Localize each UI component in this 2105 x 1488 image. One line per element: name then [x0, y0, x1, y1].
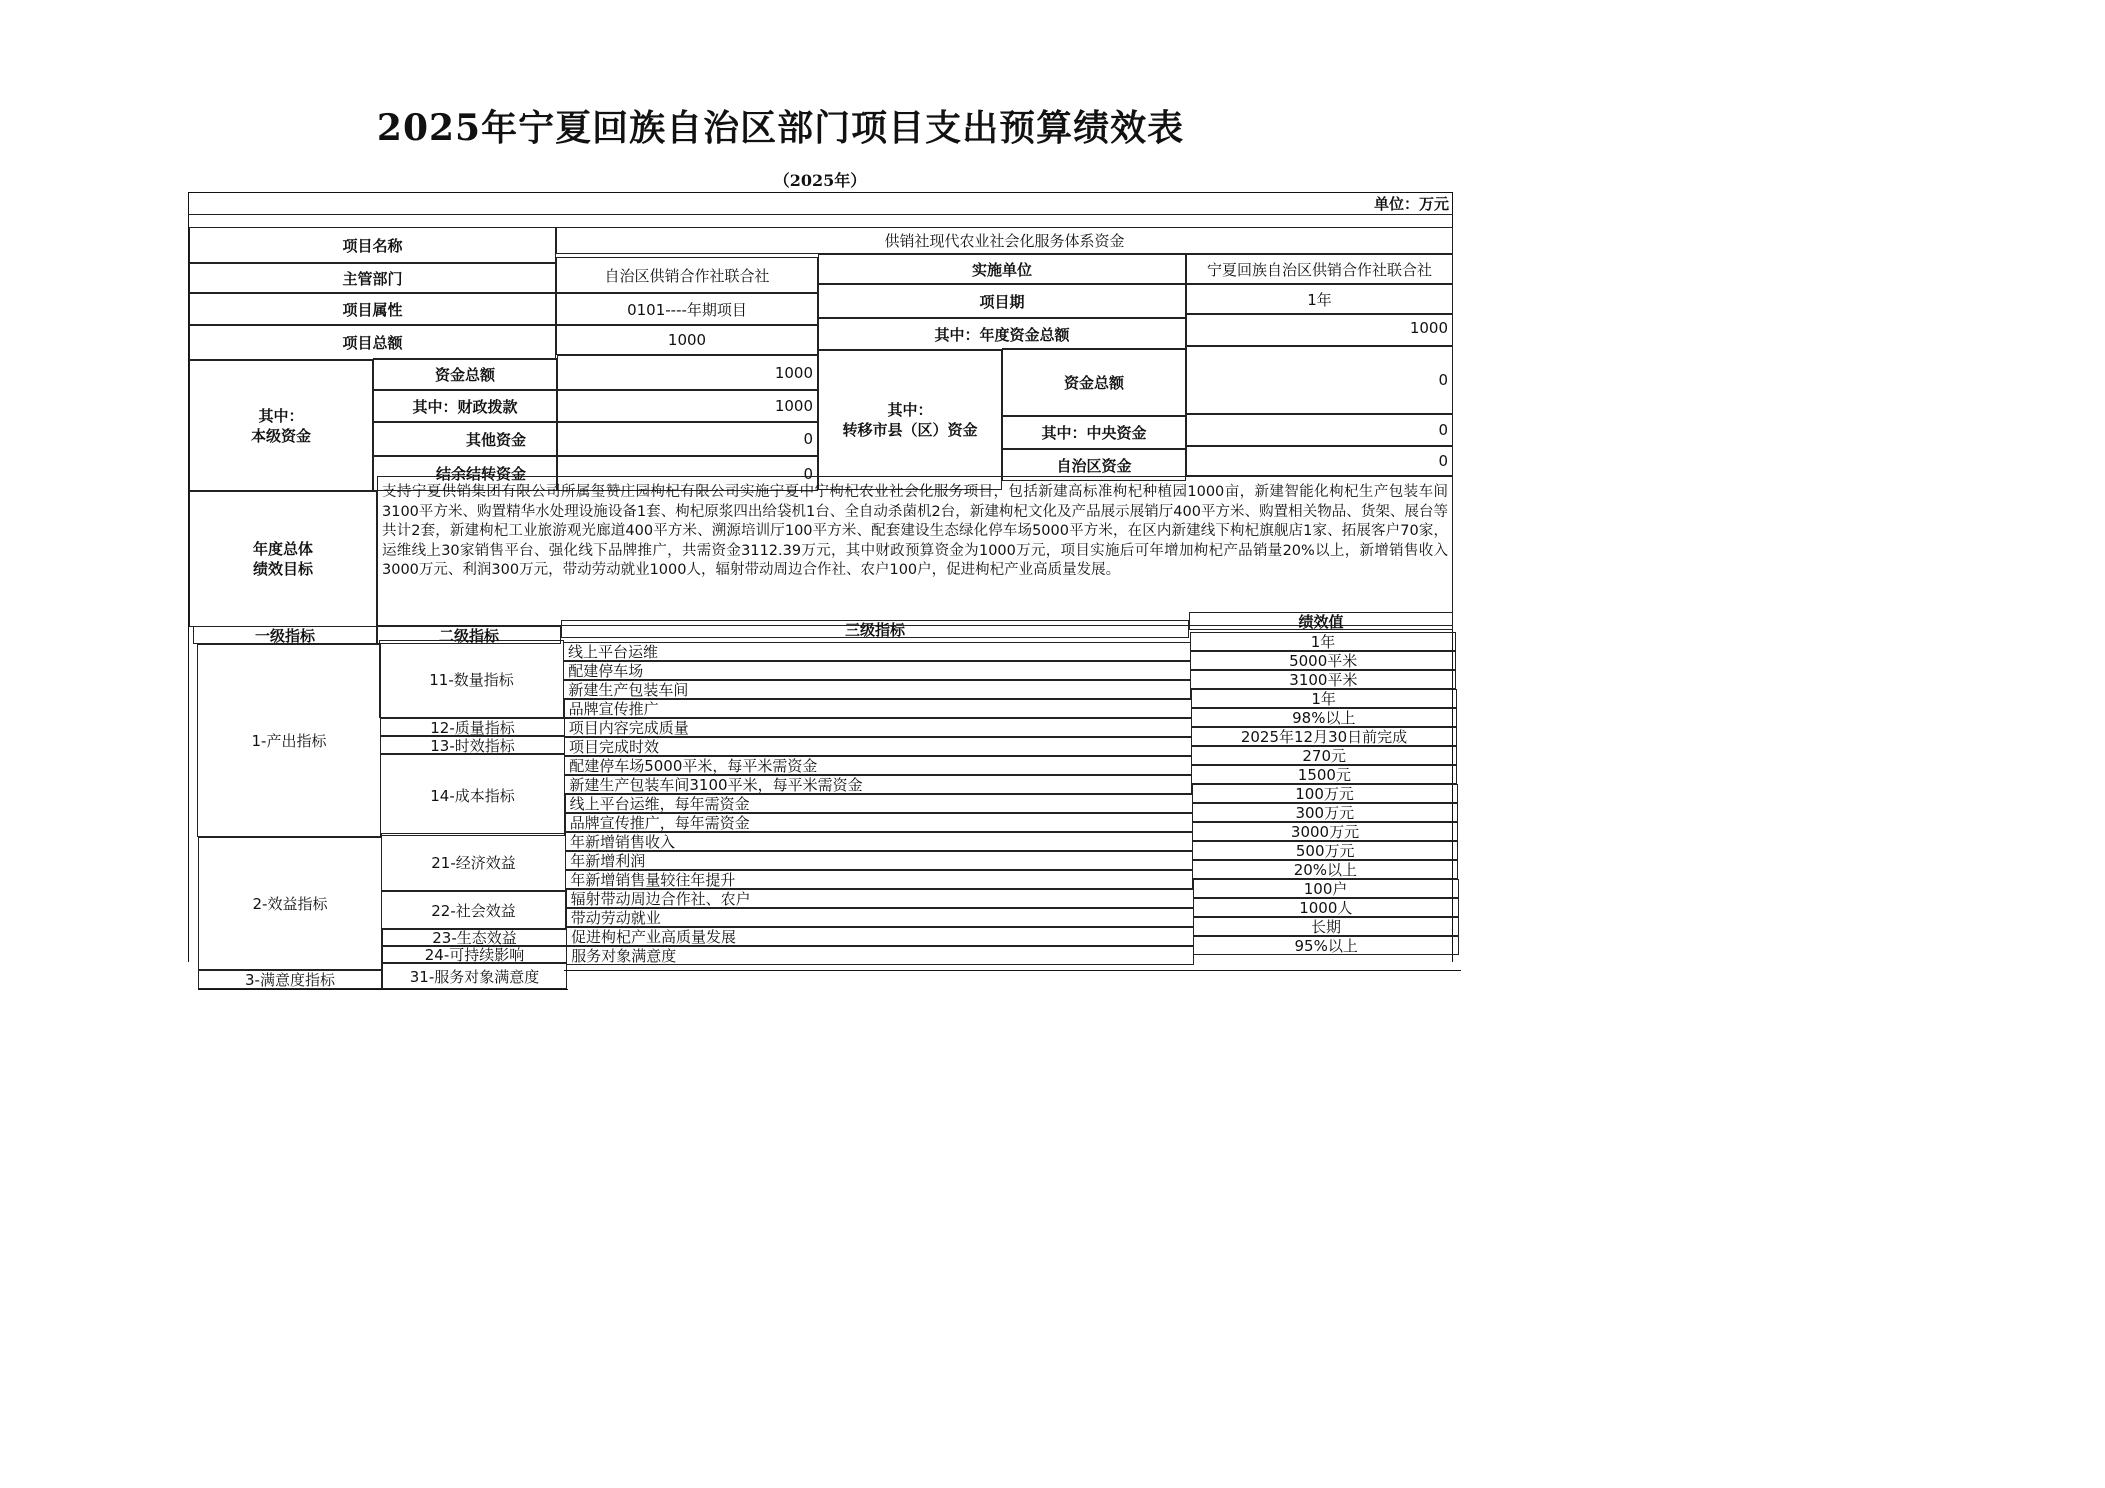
total-value: 1000 [556, 325, 818, 355]
page-title: 2025年宁夏回族自治区部门项目支出预算绩效表 [376, 107, 1185, 149]
local-row-label-0: 资金总额 [373, 358, 557, 390]
l3-value: 100万元 [1192, 784, 1458, 803]
transfer-funds-label: 其中： 转移市县（区）资金 [818, 350, 1002, 490]
goal-label: 年度总体 绩效目标 [189, 491, 377, 627]
l3-item: 服务对象满意度 [566, 946, 1194, 965]
l3-value: 98%以上 [1191, 708, 1457, 727]
transfer-row-value-1: 0 [1186, 414, 1453, 446]
project-name-value: 供销社现代农业社会化服务体系资金 [556, 227, 1453, 254]
annual-value: 1000 [1186, 314, 1453, 346]
l3-value: 95%以上 [1193, 936, 1459, 955]
l2-social: 22-社会效益 [381, 891, 566, 929]
year-subtitle: （2025年） [773, 171, 867, 190]
transfer-row-label-1: 其中：中央资金 [1002, 416, 1186, 449]
local-row-label-2: 其他资金 [373, 422, 557, 456]
attr-value: 0101----年期项目 [556, 293, 818, 325]
bottom-rule-right [564, 970, 1461, 971]
l2-quantity: 11-数量指标 [379, 640, 564, 718]
unit-label: 单位：万元 [188, 192, 1453, 215]
l3-item: 项目完成时效 [564, 737, 1192, 756]
period-value: 1年 [1186, 284, 1453, 314]
l3-value: 3000万元 [1192, 822, 1458, 841]
annual-label: 其中：年度资金总额 [818, 318, 1186, 350]
total-label: 项目总额 [189, 325, 556, 360]
l3-value: 3100平米 [1190, 670, 1456, 689]
l2-timeliness: 13-时效指标 [380, 736, 565, 754]
transfer-row-label-2: 自治区资金 [1002, 449, 1186, 481]
local-row-value-0: 1000 [557, 355, 818, 390]
l3-item: 品牌宣传推广，每年需资金 [565, 813, 1193, 832]
local-row-value-3: 0 [557, 456, 818, 491]
local-row-label-1: 其中：财政拨款 [373, 390, 557, 422]
l3-item: 线上平台运维，每年需资金 [565, 794, 1193, 813]
l1-satisfaction: 3-满意度指标 [198, 970, 382, 989]
local-row-value-1: 1000 [557, 390, 818, 422]
l3-value: 1年 [1191, 689, 1457, 708]
transfer-row-value-2: 0 [1186, 446, 1453, 476]
l3-item: 项目内容完成质量 [564, 718, 1192, 737]
l2-ecological: 23-生态效益 [382, 929, 567, 946]
project-name-label: 项目名称 [189, 227, 556, 263]
l3-item: 新建生产包装车间 [563, 680, 1191, 699]
l3-item: 年新增销售收入 [565, 832, 1193, 851]
l3-value: 300万元 [1192, 803, 1458, 822]
header-l1: 一级指标 [193, 626, 377, 644]
l3-item: 品牌宣传推广 [564, 699, 1192, 718]
bottom-rule [198, 989, 568, 990]
l3-item: 辐射带动周边合作社、农户 [566, 889, 1194, 908]
period-label: 项目期 [818, 284, 1186, 318]
l2-economic: 21-经济效益 [381, 833, 566, 891]
l3-item: 年新增销售量较往年提升 [565, 870, 1193, 889]
transfer-row-value-0: 0 [1186, 346, 1453, 414]
l3-value: 5000平米 [1190, 651, 1456, 670]
l3-value: 270元 [1191, 746, 1457, 765]
l3-value: 2025年12月30日前完成 [1191, 727, 1457, 746]
l3-value: 长期 [1193, 917, 1459, 936]
l2-sustainable: 24-可持续影响 [382, 946, 567, 963]
l2-quality: 12-质量指标 [380, 718, 565, 736]
l3-value: 1000人 [1193, 898, 1459, 917]
local-row-value-2: 0 [557, 422, 818, 456]
l3-item: 促进枸杞产业高质量发展 [566, 927, 1194, 946]
header-l3: 三级指标 [561, 620, 1189, 638]
header-val: 绩效值 [1189, 612, 1453, 630]
impl-label: 实施单位 [818, 254, 1186, 284]
local-funds-label: 其中： 本级资金 [189, 360, 373, 491]
l3-value: 1年 [1190, 632, 1456, 651]
impl-value: 宁夏回族自治区供销合作社联合社 [1186, 254, 1453, 284]
goal-text: 支持宁夏供销集团有限公司所属玺赞庄园枸杞有限公司实施宁夏中宁枸杞农业社会化服务项目，包括新建高标准枸杞种植园1000亩，新建智能化枸杞生产包装车间3100平方米、购置精华水处理设施设备1套、枸杞原浆四出给袋机1台、全自动杀菌机2台，新建枸杞文化及产品展示展销厅400平方米、购置相关物品、货架、展台等共计2套，新建枸杞工业旅游观光廊道400平方米、溯源培训厅100平方米、配套建设生态绿化停车场5000平方米，在区内新建线下枸杞旗舰店1家、拓展客户70家，运维线上30家销售平台、强化线下品牌推广，共需资金3112.39万元，其中财政预算资金为1000万元，项目实施后可年增加枸杞产品销量20%以上，新增销售收入3000万元、利润300万元，带动劳动就业1000人，辐射带动周边合作社、农户100户，促进枸杞产业高质量发展。 [377, 476, 1453, 626]
l3-value: 500万元 [1192, 841, 1458, 860]
l3-value: 100户 [1193, 879, 1459, 898]
l3-item: 带动劳动就业 [566, 908, 1194, 927]
l3-item: 线上平台运维 [563, 642, 1191, 661]
l2-service-satisfaction: 31-服务对象满意度 [382, 963, 567, 989]
transfer-row-label-0: 资金总额 [1002, 348, 1186, 416]
dept-label: 主管部门 [189, 263, 556, 293]
l2-cost: 14-成本指标 [380, 754, 565, 836]
l1-output: 1-产出指标 [197, 644, 381, 837]
l1-benefit: 2-效益指标 [198, 837, 382, 970]
dept-value: 自治区供销合作社联合社 [556, 257, 818, 293]
header-l2: 二级指标 [377, 626, 561, 644]
l3-item: 配建停车场 [563, 661, 1191, 680]
l3-item: 新建生产包装车间3100平米，每平米需资金 [564, 775, 1192, 794]
l3-value: 20%以上 [1192, 860, 1458, 879]
l3-item: 配建停车场5000平米，每平米需资金 [564, 756, 1192, 775]
local-row-label-3: 结余结转资金 [373, 456, 557, 491]
l3-value: 1500元 [1191, 765, 1457, 784]
l3-item: 年新增利润 [565, 851, 1193, 870]
attr-label: 项目属性 [189, 293, 556, 325]
